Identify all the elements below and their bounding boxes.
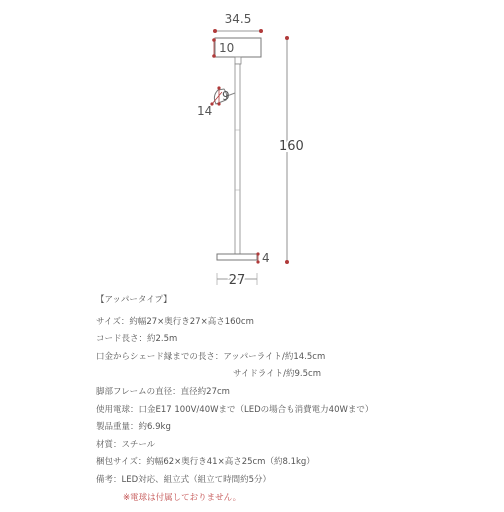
spec-shade-length-upper: 口金からシェード縁までの長さ：アッパーライト/約14.5cm [96,351,326,362]
base-width-dimension [217,273,257,288]
side-height-label: 9 [222,89,230,103]
base-thickness-label: 4 [262,251,270,265]
spec-remarks: 備考：LED対応、組立式（組立て時間約5分） [96,474,272,485]
spec-base-frame: 脚部フレームの直径：直径約27cm [96,386,230,397]
spec-heading: 【アッパータイプ】 [96,295,172,305]
total-height-label: 160 [279,139,304,154]
side-height-dimension [217,86,229,105]
spec-list [96,292,496,507]
spec-weight: 製品重量：約6.9kg [96,422,171,433]
spec-package: 梱包サイズ：約幅62×奥行き41×高さ25cm（約8.1kg） [96,457,315,468]
shade-width-label: 34.5 [224,12,252,26]
base-width-label: 27 [228,273,246,288]
lamp-base [217,254,257,260]
spec-note: ※電球は付属しておりません。 [123,492,242,503]
shade-width-dimension [213,12,263,33]
spec-size: サイズ：約幅27×奥行き27×高さ160cm [96,316,254,327]
base-thickness-dimension [256,251,269,265]
spec-cord: コード長さ：約2.5m [96,334,178,345]
spec-material: 材質：スチール [96,439,156,450]
side-depth-label: 14 [197,104,213,118]
lamp-pole [235,64,240,254]
spec-shade-length-side: サイドライト/約9.5cm [233,369,321,380]
shade-neck [235,57,241,64]
spec-bulb: 使用電球：口金E17 100V/40Wまで（LEDの場合も消費電力40Wまで） [96,404,374,415]
shade-height-label: 10 [219,41,235,55]
total-height-dimension [279,36,304,264]
